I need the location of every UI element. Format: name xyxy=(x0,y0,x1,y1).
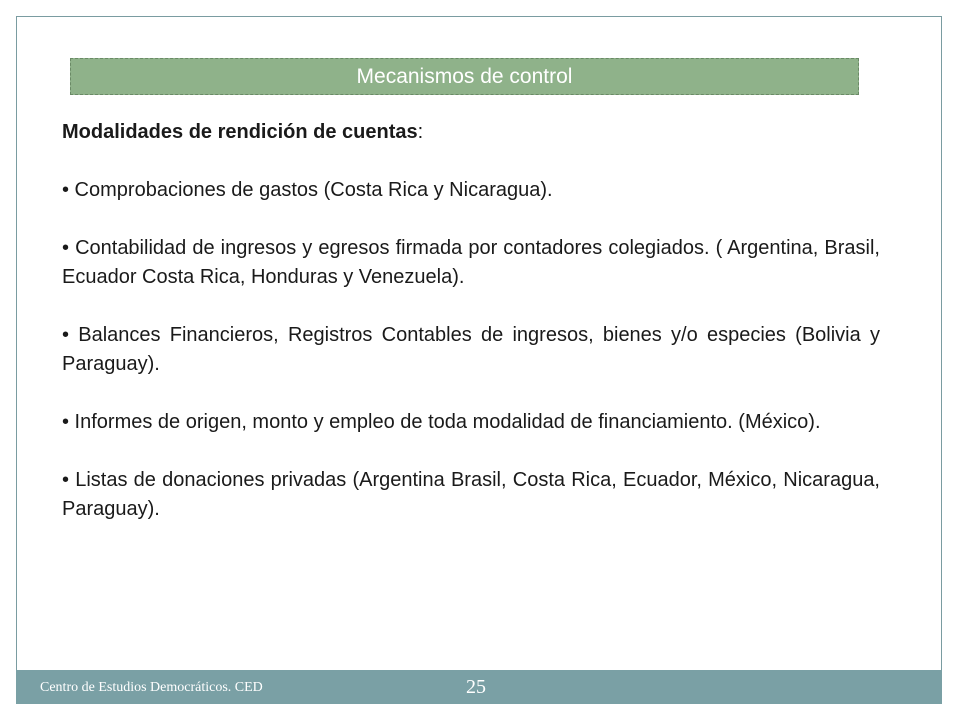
bullet-item: • Contabilidad de ingresos y egresos firmada por contadores colegiados. ( Argentina, Brasil, Ecuador Costa Rica, Honduras y Venezuela). xyxy=(62,237,880,288)
slide-content xyxy=(62,118,880,553)
bullet-item: • Listas de donaciones privadas (Argentina Brasil, Costa Rica, Ecuador, México, Nicaragua, Paraguay). xyxy=(62,469,880,520)
slide-title: Mecanismos de control xyxy=(70,58,859,95)
section-heading xyxy=(62,118,880,147)
section-heading-suffix: : xyxy=(417,121,424,143)
footer-organization: Centro de Estudios Democráticos. CED xyxy=(40,680,263,695)
bullet-item: • Balances Financieros, Registros Contables de ingresos, bienes y/o especies (Bolivia y Paraguay). xyxy=(62,324,880,375)
section-heading-bold: Modalidades de rendición de cuentas xyxy=(62,121,418,143)
page-number: 25 xyxy=(466,676,486,698)
bullet-item: • Comprobaciones de gastos (Costa Rica y Nicaragua). xyxy=(62,179,553,201)
bullet-item: • Informes de origen, monto y empleo de toda modalidad de financiamiento. (México). xyxy=(62,411,821,433)
